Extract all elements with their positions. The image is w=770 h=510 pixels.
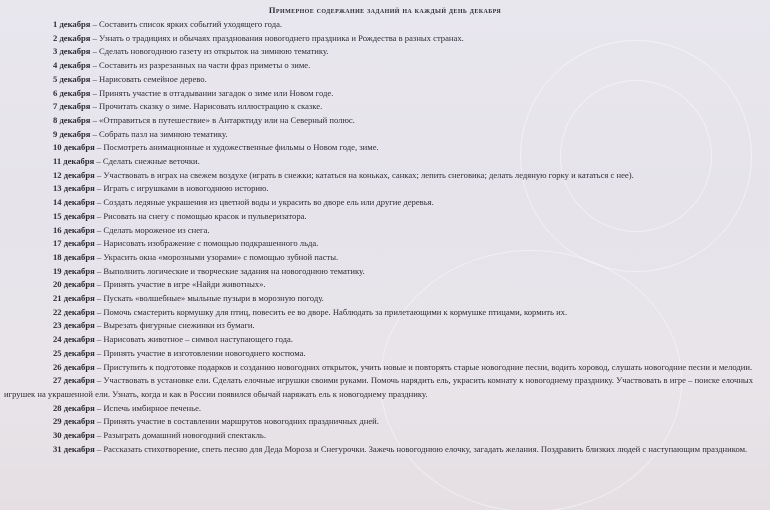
item-date: 19 декабря	[53, 265, 95, 276]
item-text: – Принять участие в составлении маршрутов новогодних праздничных дней.	[94, 416, 379, 427]
list-item	[4, 374, 764, 401]
daily-task-list	[4, 18, 764, 457]
item-date: 13 декабря	[53, 183, 95, 194]
item-date: 20 декабря	[53, 279, 95, 290]
item-text: – Собрать пазл на зимнюю тематику.	[90, 128, 228, 139]
item-date: 4 декабря	[53, 60, 91, 71]
list-item	[4, 210, 764, 224]
item-date: 15 декабря	[53, 210, 95, 221]
item-date: 7 декабря	[53, 101, 91, 112]
item-text: – «Отправиться в путешествие» в Антарктиду или на Северный полюс.	[90, 114, 355, 125]
list-item	[4, 45, 764, 59]
item-text: – Участвовать в установке ели. Сделать елочные игрушки своими руками. Помочь нарядить ель, украсить комнату к новогоднему празднику. Участвовать в игре – поиске елочных игрушек на украшенной ели. Узнать, когда и как в России появился обычай наряжать ель к новогоднему празднику.	[4, 375, 753, 399]
item-text: – Принять участие в игре «Найди животных».	[94, 279, 266, 290]
item-text: – Украсить окна «морозными узорами» с помощью зубной пасты.	[94, 251, 339, 262]
list-item	[4, 169, 764, 183]
item-text: – Посмотреть анимационные и художественные фильмы о Новом годе, зиме.	[94, 142, 379, 153]
item-date: 9 декабря	[53, 128, 91, 139]
item-date: 12 декабря	[53, 169, 95, 180]
item-date: 24 декабря	[53, 334, 95, 345]
item-text: – Сделать мороженое из снега.	[94, 224, 210, 235]
item-text: – Составить из разрезанных на части фраз приметы о зиме.	[90, 60, 311, 71]
list-item	[4, 443, 764, 457]
item-text: – Сделать снежные веточки.	[94, 156, 200, 167]
list-item	[4, 59, 764, 73]
list-item	[4, 415, 764, 429]
list-item	[4, 292, 764, 306]
item-date: 1 декабря	[53, 19, 91, 29]
item-date: 25 декабря	[53, 347, 95, 358]
item-text: – Рассказать стихотворение, спеть песню для Деда Мороза и Снегурочки. Зажечь новогоднюю елочку, загадать желания. Поздравить близких людей с наступающим праздником.	[94, 443, 748, 454]
item-date: 10 декабря	[53, 142, 95, 153]
item-date: 17 декабря	[53, 238, 95, 249]
item-date: 14 декабря	[53, 197, 95, 208]
item-date: 18 декабря	[53, 251, 95, 262]
list-item	[4, 141, 764, 155]
item-text: – Нарисовать животное – символ наступающего года.	[94, 334, 293, 345]
list-item	[4, 333, 764, 347]
list-item	[4, 251, 764, 265]
list-item	[4, 87, 764, 101]
list-item	[4, 347, 764, 361]
item-text: – Приступить к подготовке подарков и созданию новогодних открыток, учить новые и повторять старые новогодние песни, водить хоровод, слушать новогодние песни и мелодии.	[94, 361, 753, 372]
page-title: Примерное содержание заданий на каждый день декабря	[268, 5, 502, 15]
item-date: 8 декабря	[53, 114, 91, 125]
list-item	[4, 18, 764, 32]
list-item	[4, 114, 764, 128]
item-text: – Рисовать на снегу с помощью красок и пульверизатора.	[94, 210, 307, 221]
item-date: 23 декабря	[53, 320, 95, 331]
item-date: 22 декабря	[53, 306, 95, 317]
list-item	[4, 32, 764, 46]
item-text: – Вырезать фигурные снежинки из бумаги.	[94, 320, 255, 331]
item-date: 5 декабря	[53, 73, 91, 84]
item-text: – Участвовать в играх на свежем воздухе (играть в снежки; кататься на коньках, санках; лепить снеговика; делать ледяную горку и кататься с нее).	[94, 169, 634, 180]
item-date: 27 декабря	[53, 375, 95, 386]
list-item	[4, 319, 764, 333]
item-date: 31 декабря	[53, 443, 95, 454]
item-text: – Принять участие в изготовлении новогоднего костюма.	[94, 347, 306, 358]
list-item	[4, 155, 764, 169]
list-item	[4, 224, 764, 238]
item-date: 11 декабря	[53, 156, 95, 167]
item-text: – Составить список ярких событий уходящего года.	[90, 19, 283, 29]
list-item	[4, 128, 764, 142]
item-date: 29 декабря	[53, 416, 95, 427]
item-text: – Создать ледяные украшения из цветной воды и украсить во дворе ель или другие деревья.	[94, 197, 434, 208]
item-text: – Разыграть домашний новогодний спектакль.	[94, 430, 266, 441]
list-item	[4, 265, 764, 279]
list-item	[4, 306, 764, 320]
item-text: – Выполнить логические и творческие задания на новогоднюю тематику.	[94, 265, 365, 276]
item-date: 21 декабря	[53, 293, 95, 304]
item-text: – Прочитать сказку о зиме. Нарисовать иллюстрацию к сказке.	[90, 101, 323, 112]
list-item	[4, 361, 764, 375]
item-date: 16 декабря	[53, 224, 95, 235]
list-item	[4, 278, 764, 292]
item-text: – Испечь имбирное печенье.	[94, 402, 202, 413]
item-text: – Пускать «волшебные» мыльные пузыри в морозную погоду.	[94, 293, 324, 304]
item-text: – Узнать о традициях и обычаях празднования новогоднего праздника и Рождества в разных странах.	[90, 32, 464, 43]
item-date: 6 декабря	[53, 87, 91, 98]
item-date: 28 декабря	[53, 402, 95, 413]
list-item	[4, 429, 764, 443]
list-item	[4, 237, 764, 251]
item-date: 3 декабря	[53, 46, 91, 57]
item-text: – Принять участие в отгадывании загадок о зиме или Новом годе.	[90, 87, 334, 98]
item-text: – Помочь смастерить кормушку для птиц, повесить ее во дворе. Наблюдать за прилетающими к кормушке птицами, кормить их.	[94, 306, 568, 317]
item-text: – Играть с игрушками в новогоднюю историю.	[94, 183, 269, 194]
item-text: – Нарисовать изображение с помощью подкрашенного льда.	[94, 238, 319, 249]
item-text: – Нарисовать семейное дерево.	[90, 73, 207, 84]
item-date: 30 декабря	[53, 430, 95, 441]
item-text: – Сделать новогоднюю газету из открыток на зимнюю тематику.	[90, 46, 329, 57]
list-item	[4, 73, 764, 87]
list-item	[4, 196, 764, 210]
item-date: 2 декабря	[53, 32, 91, 43]
item-date: 26 декабря	[53, 361, 95, 372]
list-item	[4, 182, 764, 196]
list-item	[4, 100, 764, 114]
list-item	[4, 402, 764, 416]
